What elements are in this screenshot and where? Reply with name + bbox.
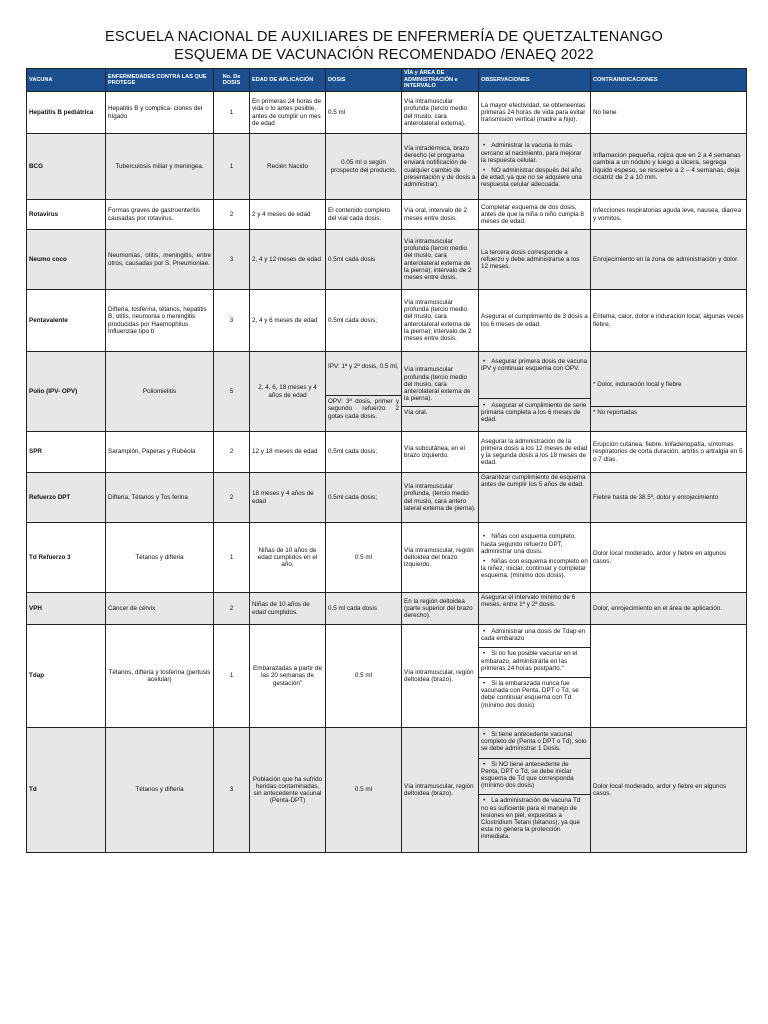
diseases-cell: Tuberculosis miliar y meningea. — [106, 134, 214, 200]
observations-cell: Asegurar el intervalo mínimo de 6 meses, entre 1ª y 2ª dosis. — [479, 593, 591, 625]
age-cell: 12 y 18 meses de edad — [250, 432, 326, 473]
title-line-1: ESCUELA NACIONAL DE AUXILIARES DE ENFERMERÍA DE QUETZALTENANGO — [105, 29, 663, 45]
dose-cell: 0.5ml cada dosis; — [326, 432, 402, 473]
observations-cell: La tercera dosis corresponde a refuerzo y debe administrarse a los 12 meses. — [479, 230, 591, 290]
dose-cell: 0.5 ml cada dosis — [326, 593, 402, 625]
table-row — [27, 728, 747, 853]
observation-block — [479, 648, 590, 678]
observation-bullet: • Si la embarazada nunca fue vacunada con Penta, DPT o Td, se debe continuar esquema con Td (mínimo dos dosis) — [481, 680, 588, 709]
dose-count-cell: 1 — [214, 92, 250, 134]
vaccine-name: Td — [27, 728, 106, 853]
table-header-row — [27, 69, 747, 92]
vaccine-name: Pentavalente — [27, 290, 106, 352]
route-cell: Vía subcutánea, en el brazo izquierdo. — [402, 432, 479, 473]
dose-cell: El contenido completo del vial cada dosis. — [326, 200, 402, 230]
table-row — [27, 593, 747, 625]
contraindications-cell: Dolor local moderado, ardor y fiebre en algunos casos. — [591, 523, 747, 593]
dose-cell: 0.5ml cada dosis; — [326, 473, 402, 523]
dose-cell: 0.05 ml o según prospecto del producto. — [326, 134, 402, 200]
dose-count-cell: 3 — [214, 230, 250, 290]
dose-ipv: IPV: 1ª y 2ª dosis, 0.5 ml, — [326, 363, 401, 396]
diseases-cell: Tétanos y difteria — [106, 728, 214, 853]
age-cell: 18 meses y 4 años de edad — [250, 473, 326, 523]
route-cell: Vía oral, intervalo de 2 meses entre dosis. — [402, 200, 479, 230]
observation-bullet: • Asegurar primera dosis de vacuna IPV y continuar esquema con OPV. — [481, 358, 588, 372]
dose-count-cell: 1 — [214, 625, 250, 728]
vaccine-name: Tdap — [27, 625, 106, 728]
title-line-2: ESQUEMA DE VACUNACIÓN RECOMENDADO /ENAEQ 2022 — [174, 47, 594, 63]
diseases-cell: Formas graves de gastroenteritis causadas por rotavirus. — [106, 200, 214, 230]
table-row — [27, 92, 747, 134]
vaccine-name: SPR — [27, 432, 106, 473]
route-opv: Vía oral. — [404, 409, 428, 417]
diseases-cell: Difteria, tosferina, tétanos, hepatitis B, otitis, neumonia o meningitis producidas por Haemophilus Influenzae tipo b — [106, 290, 214, 352]
route-ipv: Vía intramuscular profunda (tercio medio del muslo, cara anterolateral externa de la pierna). — [402, 366, 478, 407]
age-cell: 2, 4 y 6 meses de edad — [250, 290, 326, 352]
header-contraindicaciones: CONTRAINDICACIONES — [591, 69, 747, 92]
route-cell: Vía intramuscular, región deltoidea (brazo). — [402, 728, 479, 853]
observations-cell: Completar esquema de dos dosis, antes de que la niña o niño cumpla 8 meses de edad. — [479, 200, 591, 230]
contraindications-cell: Dolor local moderado, ardor y fiebre en algunos casos. — [591, 728, 747, 853]
age-cell: Recién Nacido — [250, 134, 326, 200]
table-row — [27, 230, 747, 290]
observation-bullet: • Administrar una dosis de Tdap en cada embarazo — [481, 628, 588, 642]
diseases-cell: Cáncer de cérvix — [106, 593, 214, 625]
vaccine-name: Refuerzo DPT — [27, 473, 106, 523]
age-cell: En primeras 24 horas de vida o lo antes posible, antes de cumplir un mes de edad — [250, 92, 326, 134]
dose-opv: OPV: 3ª dosis, primer y segundo refuerzo 2 gotas cada dosis. — [328, 398, 399, 420]
contraindications-cell: Inflamación pequeña, rojiza que en 2 a 4 semanas cambia a un nódulo y luego a úlcera, segrega líquido espeso, se resuelve a 2 – 4 semanas, deja cicatriz de 2 a 10 mm. — [591, 134, 747, 200]
observation-bullet: • Niñas con esquema incompleto en la niñez, iniciar, continuar y completar esquema. (mínimo dos dosis). — [481, 558, 588, 580]
contra-opv: * No reportadas — [593, 409, 638, 417]
route-cell: Vía intramuscular, región deltoidea (brazo). — [402, 625, 479, 728]
table-row — [27, 473, 747, 523]
table-row — [27, 432, 747, 473]
observations-cell: La mayor efectividad, se obteneenlas primeras 24 horas de vida para evitar transmisión vertical (madre a hijo). — [479, 92, 591, 134]
header-via: VÍA y ÁREA DE ADMINISTRACIÓN e INTERVALO — [402, 69, 479, 92]
observation-bullet: • Si no fue posible vacunar en el embarazo, administrarla en las primeras 24 horas postparto." — [481, 650, 588, 672]
diseases-cell: Hepatitis B y complica- ciones del hígado — [106, 92, 214, 134]
dose-cell: 0.5 ml — [326, 92, 402, 134]
contraindications-cell: Erupción cutánea, fiebre, linfadenopatía, síntomas respiratorios de corta duración, artritis o artralgia en 5 o 7 días. — [591, 432, 747, 473]
dose-cell: 0.5ml cada dosis — [326, 230, 402, 290]
observations-cell: Garantizar cumplimiento de esquema antes de cumplir los 5 años de edad. — [479, 473, 591, 523]
contraindications-cell: Infecciones respiratorias aguda leve, nausea, diarrea y vomitos. — [591, 200, 747, 230]
table-row — [27, 352, 747, 432]
header-vacuna: VACUNA — [27, 69, 106, 92]
table-row — [27, 523, 747, 593]
dose-cell — [326, 352, 402, 432]
header-edad: EDAD DE APLICACIÓN — [250, 69, 326, 92]
header-dosis: DOSIS — [326, 69, 402, 92]
vaccine-name: Td Refuerzo 3 — [27, 523, 106, 593]
vaccine-name: VPH — [27, 593, 106, 625]
age-cell: 2, 4 y 12 meses de edad — [250, 230, 326, 290]
age-cell: 2, 4, 6, 18 meses y 4 años de edad — [250, 352, 326, 432]
route-cell: Vía intradérmica, brazo derecho (el programa enviará notificación de cualquier cambio de presentación y de dosis a administrar). — [402, 134, 479, 200]
table-row — [27, 134, 747, 200]
observation-bullet: • Niñas con esquema completo, hasta segundo refuerzo DPT, administrar una dosis. — [481, 533, 588, 555]
diseases-cell: Tétanos y difteria — [106, 523, 214, 593]
vaccine-name: Polio (IPV- OPV) — [27, 352, 106, 432]
dose-cell: 0.5 ml — [326, 728, 402, 853]
age-cell: Niñas de 10 años de edad cumplidos en el año. — [250, 523, 326, 593]
vaccine-name: BCG — [27, 134, 106, 200]
observation-bullet: • Si NO tiene antecedente de Penta, DPT o Td, se debe iniciar esquema de Td que corresponda (mínimo dos dosis) — [481, 761, 588, 790]
age-cell: Población que ha sufrido heridas contaminadas, sin antecedente vacunal (Penta-DPT) — [250, 728, 326, 853]
observations-cell: Asegurar la administración de la primera dosis a los 12 meses de edad y la segunda dosis a los 18 meses de edad. — [479, 432, 591, 473]
dose-count-cell: 3 — [214, 728, 250, 853]
vaccine-name: Hepatitis B pediátrica — [27, 92, 106, 134]
contraindications-cell: No tiene — [591, 92, 747, 134]
dose-count-cell: 3 — [214, 290, 250, 352]
observation-block — [479, 729, 590, 759]
observation-block — [479, 626, 590, 648]
table-row — [27, 290, 747, 352]
contraindications-cell: Dolor, enrojecimiento en el área de aplicación. — [591, 593, 747, 625]
vaccine-name: Neumo coco — [27, 230, 106, 290]
observation-bullet: • Asegurar el cumplimiento de serie primaria completa a los 6 meses de edad. — [481, 402, 588, 424]
observations-cell — [479, 134, 591, 200]
route-cell: Vía intramuscular profunda (tercio medio del muslo, cara anterolateral externa). — [402, 92, 479, 134]
route-cell: En la región deltoidea (parte superior del brazo derecho). — [402, 593, 479, 625]
dose-cell: 0.5 ml — [326, 523, 402, 593]
observation-bullet: • Si tiene antecedente vacunal completo de (Penta o DPT o Td), solo se debe administrar 1 Dosis. — [481, 731, 588, 753]
dose-count-cell: 2 — [214, 200, 250, 230]
diseases-cell: Poliomielitis — [106, 352, 214, 432]
observations-cell — [479, 728, 591, 853]
dose-count-cell: 1 — [214, 523, 250, 593]
document-title — [0, 28, 768, 64]
route-cell: Vía intramuscular profunda, (tercio medio del muslo, cara antero lateral externa de pierna). — [402, 473, 479, 523]
observation-block — [479, 678, 590, 714]
contraindications-cell: Enrojecimiento en la zona de administración y dolor. — [591, 230, 747, 290]
observation-opv-wrap — [481, 399, 588, 424]
diseases-cell: Difteria, Tétanos y Tos ferina — [106, 473, 214, 523]
age-cell: Niñas de 10 años de edad cumplidos. — [250, 593, 326, 625]
dose-count-cell: 2 — [214, 432, 250, 473]
dose-cell: 0.5 ml — [326, 625, 402, 728]
dose-cell: 0.5ml cada dosis; — [326, 290, 402, 352]
contra-ipv: * Dolor, induración local y fiebre — [591, 366, 746, 407]
table-row — [27, 625, 747, 728]
vaccine-name: Rotavirus — [27, 200, 106, 230]
contraindications-cell — [591, 625, 747, 728]
observation-bullet: • Administrar la vacuna lo más cercano al nacimiento, para mejorar la respuesta celular. — [481, 142, 588, 164]
header-dosis-no: No. De DOSIS — [214, 69, 250, 92]
observation-bullet: • La administración de vacuna Td no es suficiente para el manejo de lesiones en piel, expuestas a Clostridium Tetani (tétanos), ya que esta no genera la protección inmediata. — [481, 797, 588, 840]
observation-ipv-wrap — [479, 358, 590, 399]
diseases-cell: Neumonías, otitis, meningitis, entre otros, causadas por S. Pneumoniae. — [106, 230, 214, 290]
contraindications-cell: Fiebre hasta de 38.5º, dolor y enrojecimiento — [591, 473, 747, 523]
header-enfermedades: ENFERMEDADES CONTRA LAS QUE PROTEGE — [106, 69, 214, 92]
diseases-cell: Tétanos, difteria y tosferina (pertusis acelular) — [106, 625, 214, 728]
route-cell: Vía intramuscular, región deltoidea del brazo izquierdo. — [402, 523, 479, 593]
route-cell: Vía intramuscular profunda (tercio medio del muslo, cara anterolateral externa de la pierna); intervalo de 2 meses entre dosis. — [402, 290, 479, 352]
observations-cell: Asegurar el cumplimiento de 3 dosis a los 6 meses de edad. — [479, 290, 591, 352]
dose-count-cell: 1 — [214, 134, 250, 200]
age-cell: Embarazadas a partir de las 20 semanas de gestación" — [250, 625, 326, 728]
contraindications-cell: Eritema, calor, dolor e induración local, algunas veces fiebre. — [591, 290, 747, 352]
route-cell — [402, 352, 479, 432]
route-cell: Vía intramuscular profunda (tercio medio del muslo, cara anterolateral externa de la pierna); intervalo de 2 meses entre dosis. — [402, 230, 479, 290]
diseases-cell: Sarampión, Paperas y Rubéola — [106, 432, 214, 473]
observations-cell — [479, 352, 591, 432]
table-row — [27, 200, 747, 230]
observation-block — [479, 795, 590, 845]
observation-bullet: • NO administrar después del año de edad, ya que no se adquiere una respuesta celular adecuada. — [481, 167, 588, 189]
observations-cell — [479, 625, 591, 728]
dose-count-cell: 5 — [214, 352, 250, 432]
observation-block — [479, 759, 590, 796]
contraindications-cell — [591, 352, 747, 432]
observations-cell — [479, 523, 591, 593]
age-cell: 2 y 4 meses de edad — [250, 200, 326, 230]
dose-count-cell: 2 — [214, 473, 250, 523]
header-observaciones: OBSERVACIONES — [479, 69, 591, 92]
dose-count-cell: 2 — [214, 593, 250, 625]
vaccination-table — [26, 68, 747, 853]
